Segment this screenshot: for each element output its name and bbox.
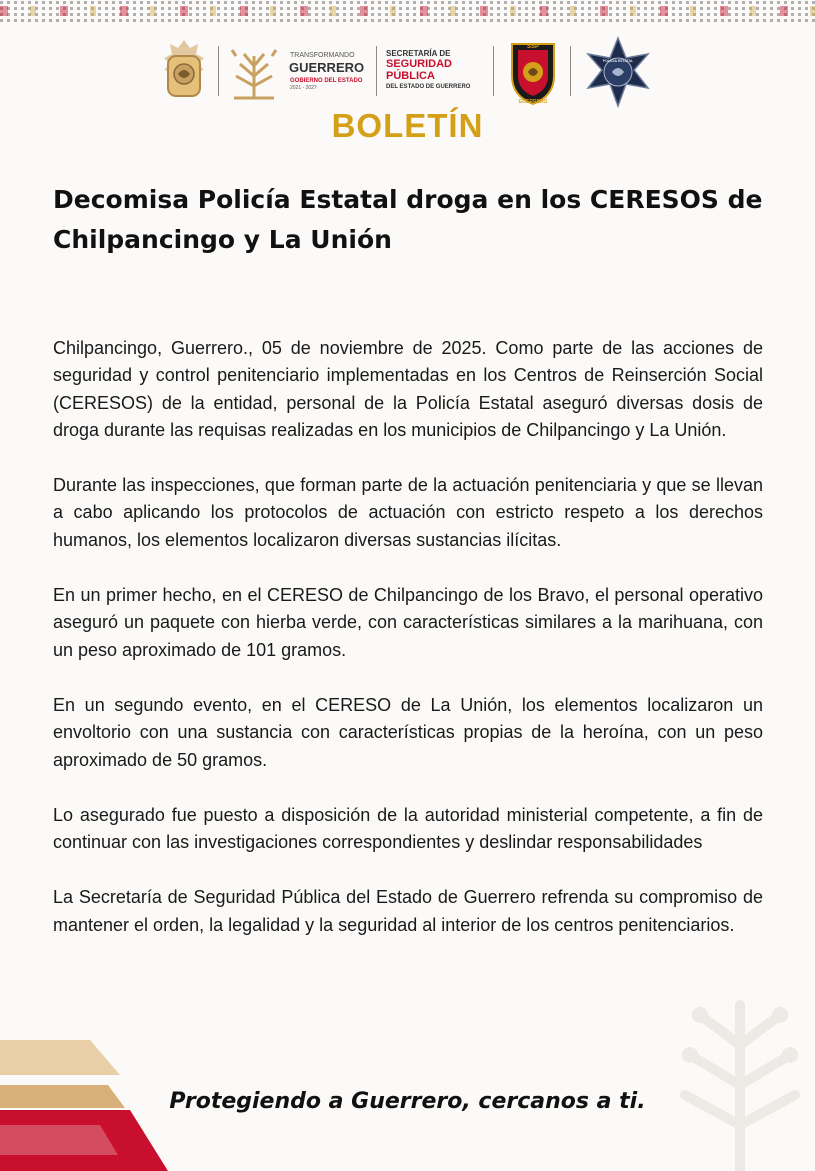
- paragraph: La Secretaría de Seguridad Pública del Estado de Guerrero refrenda su compromiso de mantener el orden, la legalidad y la seguridad al interior de los centros penitenciarios.: [53, 887, 763, 935]
- state-seal-icon: [160, 36, 208, 108]
- paragraph: Chilpancingo, Guerrero., 05 de noviembre de 2025. Como parte de las acciones de seguridad y control penitenciario implementadas en los Centros de Reinserción Social (CERESOS) de la entidad, personal de la Policía Estatal aseguró diversas dosis de droga durante las requisas realizadas en los municipios de Chilpancingo y La Unión.: [53, 338, 763, 440]
- paragraph: En un primer hecho, en el CERESO de Chilpancingo de los Bravo, el personal operativo aseguró un paquete con hierba verde, con características similares a la marihuana, con un peso aproximado de 101 gramos.: [53, 585, 763, 660]
- header-logos: [160, 36, 660, 108]
- star-text: POLICÍA ESTATAL: [602, 59, 634, 63]
- gov-line3: GOBIERNO DEL ESTADO: [290, 78, 363, 84]
- corner-ornament-icon: [665, 985, 815, 1171]
- paragraph: Lo asegurado fue puesto a disposición de la autoridad ministerial competente, a fin de continuar con las investigaciones correspondientes y deslindar responsabilidades: [53, 804, 763, 853]
- gov-line2: GUERRERO: [289, 60, 365, 75]
- paragraph: En un segundo evento, en el CERESO de La Unión, los elementos localizaron un envoltorio con una sustancia con características propias de la heroína, con un peso aproximado de 50 gramos.: [53, 694, 763, 770]
- badge-ring-text: GUERRERO: [518, 99, 548, 105]
- logo-separator: [570, 46, 571, 96]
- ssp-line2: SEGURIDAD: [386, 58, 453, 70]
- gov-line1: TRANSFORMANDO: [290, 52, 355, 59]
- ssp-line4: DEL ESTADO DE GUERRERO: [386, 84, 471, 90]
- decorative-top-border-accent: [0, 6, 815, 16]
- logo-separator: [218, 46, 219, 96]
- police-star-icon: [580, 36, 656, 108]
- gov-line4: 2021 - 2027: [290, 85, 317, 91]
- paragraph: Durante las inspecciones, que forman parte de la actuación penitenciaria y que se llevan a cabo aplicando los protocolos de actuación con estricto respeto a los derechos humanos, los elementos localizaron diversas sustancias ilícitas.: [53, 475, 763, 550]
- bulletin-label: BOLETÍN: [331, 107, 484, 144]
- ssp-line1: SECRETARÍA DE: [386, 49, 451, 58]
- badge-text: SSP: [526, 44, 540, 50]
- logo-separator: [376, 46, 377, 96]
- article-body: [53, 335, 763, 967]
- ssp-badge-icon: [504, 36, 562, 108]
- logo-separator: [493, 46, 494, 96]
- tree-emblem-icon: [226, 36, 282, 108]
- headline: Decomisa Policía Estatal droga en los CERESOS de Chilpancingo y La Unión: [53, 185, 763, 254]
- ssp-line3: PÚBLICA: [386, 70, 435, 82]
- tagline: Protegiendo a Guerrero, cercanos a ti.: [169, 1089, 646, 1114]
